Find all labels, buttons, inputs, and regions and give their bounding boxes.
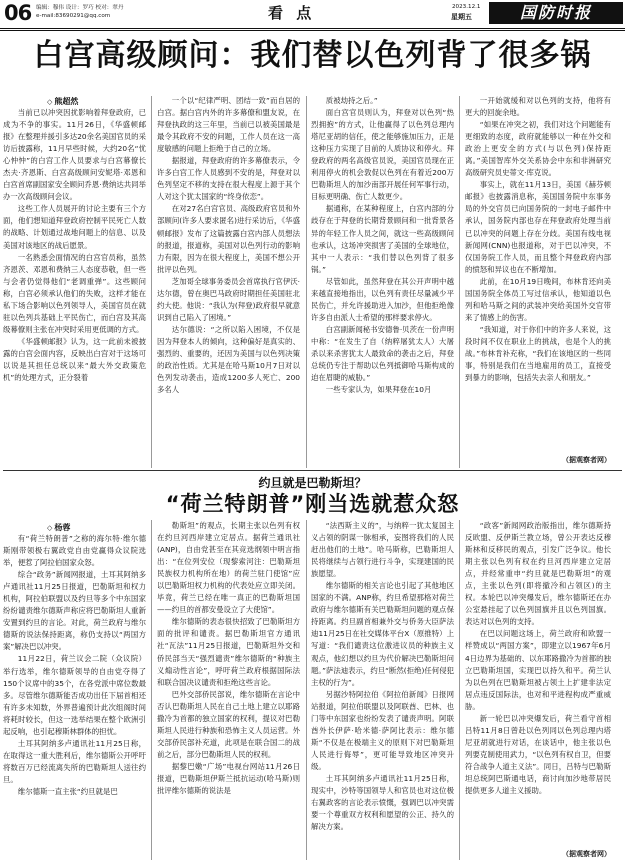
paragraph: 另据沙特阿拉伯《阿拉伯新闻》日报网站报道，阿拉伯联盟以及阿联酋、巴林、也门等中东国家也纷纷发表了谴责声明。阿联酋外长伊萨·哈米德·萨阿比表示：维尔德斯“不仅是在极端主义的原则下对巴勒斯坦人民进行侮辱”，更可能导致地区冲突升级。 <box>311 689 454 771</box>
paragraph: 事实上，就在11月13日，美国《赫芬顿邮报》也披露消息称，美国国务院中东事务局的外交官员已向国务院的一封电子邮件中承认，国务院内部也存在拜登政府处理当前已以冲突的问题上存在分歧。美国有线电视新闻网(CNN)也报道称，对于巴以冲突，不仅国务院工作人员，而且整个拜登政府内部的愤怒和异议也在不断增加。 <box>465 180 611 274</box>
newspaper-logo: 国防时报 <box>489 2 623 24</box>
article-separator <box>3 470 622 471</box>
issue-date: 2023.12.1 <box>452 4 481 10</box>
header-rule-thin <box>0 30 625 31</box>
paragraph: 有“荷兰特朗普”之称的海尔特·维尔德斯刚带领极右翼政党自由党赢得众议院选举，便惹了阿拉伯国家众怒。 <box>3 534 146 568</box>
paragraph: 一开始就缓和对以色列的支持，他将有更大的回旋余地。 <box>465 96 611 118</box>
editors-info <box>36 4 123 20</box>
article1-column-3 <box>311 95 454 467</box>
editors-line: 编辑：穆伟 设计：罗巧 校对：翠丹 <box>36 5 124 11</box>
article2-signature: （据观察者网） <box>562 850 611 858</box>
paragraph: 面白宫官员则认为，拜登对以色列“热烈拥抱”的方式，让他赢得了以色列总理内塔尼亚胡的信任，使之能够施加压力，正是这种压力实现了目前的人质协议和停火。拜登政府的两名高级官员说，美国官员现在正利用停火的机会敦促以色列在有着近200万巴勒斯坦人的加沙南部开展任何军事行动，目标更明确、伤亡人数更少。 <box>311 108 454 202</box>
header-rule <box>0 28 625 29</box>
article1-signature: （据观察者网） <box>562 456 611 464</box>
paragraph: “如果在冲突之初，我们对这个问题能有更细致的态度，政府就能够以一种在外交和政治上更安全的方式(与以色列)保持距离。”美国智库外交关系协会中东和非洲研究高级研究员史蒂文·库克说。 <box>465 120 611 178</box>
article1-column-1 <box>3 107 146 467</box>
column-divider <box>459 96 460 468</box>
page-number: 06 <box>4 1 32 25</box>
paragraph: 芝加哥全球事务委员会首席执行官伊沃·达尔德，曾在奥巴马政府时期担任美国驻北约大使。他说：“我认为(拜登)政府很早就意识到自己陷入了困境。” <box>157 276 300 322</box>
article2-headline: “荷兰特朗普”刚当选就惹众怒 <box>165 492 460 516</box>
page-header <box>0 0 625 27</box>
paragraph: 土耳其阿纳多卢通讯社11月25日称，现实中，沙特等国领导人和官员也对这位极右翼政客的言论表示愤慨，强调巴以冲突需要一个尊重双方权利和愿望的公正、持久的解决方案。 <box>311 773 454 832</box>
column-divider <box>151 520 152 860</box>
article2-column-4 <box>465 520 611 848</box>
article1-column-2 <box>157 95 300 467</box>
article2-byline: ◇ 杨蓉 <box>47 522 70 533</box>
paragraph: 达尔德说：“之所以陷入困境，不仅是因为拜登本人的倾向，这种偏好是真实的、强烈的、重要的，还因为美国与以色列决策的政治性质。尤其是在哈马斯10月7日对以色列发动袭击，造成1200多人死亡、200多名人 <box>157 324 300 395</box>
article2-subheadline: 约旦就是巴勒斯坦？ <box>258 476 367 490</box>
paragraph: 维尔德斯的相关言论也引起了其他地区国家的不满。ANP称，约旦希望那格对荷兰政府与维尔德斯有关巴勒斯坦问题的观点保持距离。约旦副首相兼外交与侨务大臣萨法迪11月25日在社交媒体平台X（原推特）上写道：“我们谴责这位激进议员的种族主义观点，他幻想以约旦为代价解决巴勒斯坦问题。”萨法迪表示，约旦“断然(拒绝)任何侵犯主权的行为”。 <box>311 581 454 687</box>
paragraph: 11月22日，荷兰议会二院（众议院）举行选举，维尔德斯领导的自由党夺得了150个议席中的35个，在各党派中席位数最多。尽管维尔德斯能否成功出任下届首相还有许多未知数，外界普遍预计此次组阁时间将耗时较长，但这一选举结果在整个欧洲引起反响，也引起穆斯林群体的担忧。 <box>3 654 146 736</box>
article1-byline: ◇ 熊超然 <box>47 96 78 107</box>
paragraph: “我知道，对于你们中的许多人来说，这段时间不仅在职业上的挑战，也是个人的挑战。”布林肯补充称，“我们在该地区的一些同事，特别是我们在当地雇用的员工，直接受到暴力的影响，包括失去亲人和朋友。” <box>465 324 611 383</box>
paragraph: 此前，在10月19日晚间，布林肯还向美国国务院全体员工写过信承认，他知道以色列和哈马斯之间的武装冲突给美国外交官带来了情感上的伤害。 <box>465 276 611 322</box>
column-divider <box>151 96 152 468</box>
paragraph: 勒斯坦”的观点，长期主张以色列有权在约旦河西岸建立定居点。据荷兰通讯社(ANP)，自由党甚至在其竞选纲领中明言指出：“在位列安位（现黎索河注：巴勒斯坦民族权力机构所在地）的荷兰驻门使馆”应以巴勒斯坦权力机构的代表处应立即关闭。毕竟，荷兰已经在唯一真正的巴勒斯坦国——约旦的首都安曼设立了大使馆”。 <box>157 521 300 615</box>
paragraph: 白宫副新闻秘书安德鲁·贝茨在一份声明中称：“在发生了自（纳粹屠犹太人）大屠杀以来杀害犹太人最致命的袭击之后，拜登总统仍专注于帮助以色列抵御哈马斯构成的迫在眉睫的威胁。” <box>311 324 454 383</box>
paragraph: 《华盛顿邮报》认为，这一此前未被披露的白宫会面内容，反映出白宫对于这场可以说是其担任总统以来“最大外交政策危机”的处理方式，正分裂着 <box>3 336 146 383</box>
paragraph: 这些工作人员展开的讨论主要有三个方面，他们想知道拜登政府控制平民死亡人数的战略、计划通过战地问题上的信息、以及美国对该地区的战后愿景。 <box>3 204 146 250</box>
paragraph: 据报道，拜登政府的许多幕僚表示，令许多白宫工作人员感到不安的是，拜登对以色列坚定不移的支持在很大程度上源于其个人对这个犹太国家的“终身依恋”。 <box>157 156 300 202</box>
paragraph: 新一轮巴以冲突爆发后，荷兰看守首相吕特11月8日曾赴以色列同以色列总理内塔尼亚胡就进行对话，在谈话中，他主张以色列要克制使用武力，“以色列有权自卫，但要符合战争人道主义法”。同日，吕特与巴勒斯坦总统阿巴斯通电话，商讨向加沙地带居民提供更多人道主义援助。 <box>465 713 611 796</box>
paragraph: 据通称，在某种程度上，白宫内部的分歧存在于拜登的长期背景顾问和一批背景各异的年轻工作人员之间，就这一些高级顾问也承认，这场冲突损害了美国的全球地位，其中一人表示：“我们替以色列背了很多锅。” <box>311 204 454 274</box>
article2-column-2 <box>157 520 300 861</box>
column-divider <box>459 520 460 860</box>
email-line: e-mail:83690291@qq.com <box>36 13 111 19</box>
paragraph: 维尔德斯一直主张“约旦就是巴 <box>17 786 118 796</box>
paragraph: 尽管如此，虽然拜登在其公开声明中越来越直接地指出，以色列有责任尽量减少平民伤亡，并允许援助进入加沙，但他拒绝像许多自由派人士希望的那样要求停火。 <box>311 276 454 322</box>
article1-column-4 <box>465 95 611 455</box>
paragraph: 维尔德斯的表态很快招致了巴勒斯坦方面的批评和谴责。据巴勒斯坦官方通讯社“瓦法”11月25日报道，巴勒斯坦外交和侨民部当天“强烈谴责”维尔德斯的“种族主义煽动性言论”，呼吁荷兰政府根据国际法和联合国决议谴责和拒绝这些言论。 <box>157 617 300 687</box>
article2-column-3 <box>311 520 454 861</box>
issue-weekday: 星期五 <box>451 13 472 21</box>
column-divider <box>306 520 307 860</box>
paragraph: “政客”新闻网政治版指出，维尔德斯持反欧盟、反伊斯兰教立场，曾公开表达反穆斯林和反移民的观点，引发广泛争议。他长期主张以色列有权在约旦河西岸建立定居点，并经常重申“约旦就是巴勒斯坦”的观点，主张以色列(即将撤冷和占领区)的主权。本轮巴以冲突爆发后，维尔德斯还在办公室悬挂起了以色列国旗并且以色列国旗。表达对以色列的支持。 <box>465 521 611 627</box>
paragraph: 巴外交部侨民部说，维尔德斯在言论中否认巴勒斯坦人民在自己土地上建立以耶路撒冷为首都的独立国家的权利，提议对巴勒斯坦人民进行种族和恐怖主义人员运营。外交部侨民部补充道，此项是在联合国二的战前之后，部分巴勒斯坦人民的权利。 <box>157 689 300 759</box>
paragraph: 在巴以问题这场上，荷兰政府和欧盟一样赞成以“两国方案”，即建立以1967年6月4日边界为基础的、以东耶路撒冷为首都的独立巴勒斯坦国，实现巴以持久和平。荷兰认为以色列在巴勒斯坦被占领土上扩建非法定居点违反国际法，也对和平进程构成严重威胁。 <box>465 629 611 711</box>
paragraph: 质被劫持之后。” <box>325 96 378 105</box>
article1-headline: 白宫高级顾问：我们替以色列背了很多锅 <box>33 38 592 73</box>
paragraph: 在对27名白宫官员、高级政府官员和外部顾问(许多人要求匿名)进行采访后，《华盛顿邮报》发布了这篇披露白宫内部人员想法的报道，报道称，美国对以色列行动的影响力有限，因为在很大程度上，美国不想公开批评以色列。 <box>157 204 300 274</box>
article2-column-1 <box>3 533 146 861</box>
paragraph: 当前已以冲突因扰影响着拜登政府，已成为不争的事实。11月26日，《华盛顿邮报》在整理并援引多达20余名美国官员的采访后披露称，11月早些时候，大约20名“忧心忡忡”的白宫工作人员要求与白宫幕僚长杰夫·齐恩斯、白宫高级顾问安妮塔·邓恩和白宫首席副国家安全顾问乔恩·费纳达共同举办一次高级顾问会议。 <box>3 108 146 202</box>
paragraph: 据黎巴嫩“广场”电视台网站11月26日报道，巴勒斯坦伊斯兰抵抗运动(哈马斯)则批评维尔德斯的说法是 <box>157 761 300 796</box>
paragraph: 综合“政务”新闻网报道，土耳其阿纳多卢通讯社11月25日报道，巴勒斯坦和权力机构，阿拉伯联盟以及约旦等多个中东国家纷纷谴责维尔德斯声称应将巴勒斯坦人重新安置到约旦的言论。对此，荷兰政府与维尔德斯的说法保持距离，称仍支持以“两国方案”解决巴以冲突。 <box>3 570 146 652</box>
paragraph: 土耳其阿纳多卢通讯社11月25日称，在取得这一重大胜利后，维尔德斯公开呼吁将数百万已经流离失所的巴勒斯坦人送往约旦。 <box>3 738 146 784</box>
paragraph: 一个以“纪律严明、团结一致”而自居的白宫。据白宫内外的许多幕僚和盟友说，在拜登执政的这三年里，当前已以被美国最是最令其政府不安的问题，工作人员在这一高度敏感的问题上拒绝于自己的立场。 <box>157 96 300 154</box>
paragraph: 一些专家认为，如果拜登在10月 <box>325 385 432 395</box>
section-title: 看 点 <box>268 4 316 22</box>
paragraph: 一名熟悉会面情况的白宫官员称，虽然齐恩茨、邓恩和费纳三人态度恭敬，但一些与会者仍觉得他们“老调重弹”。这些顾问称，白宫必须承认他们的失败，这样才能在私下场合影响以色列领导人，美国官员在就驻以色列兵基础上平民伤亡，而白宫及其高级幕僚则主张在冲突时采用更低调的方式。 <box>3 252 146 334</box>
column-divider <box>306 96 307 468</box>
paragraph: “法西斯主义的”，与纳粹一犹太复国主义占领的阴谋一脉相承，妄图将我们的人民赶出他们的土地”。哈马斯称，巴勒斯坦人民将继续与占领行进行斗争，实现建国的民族愿望。 <box>311 521 454 579</box>
